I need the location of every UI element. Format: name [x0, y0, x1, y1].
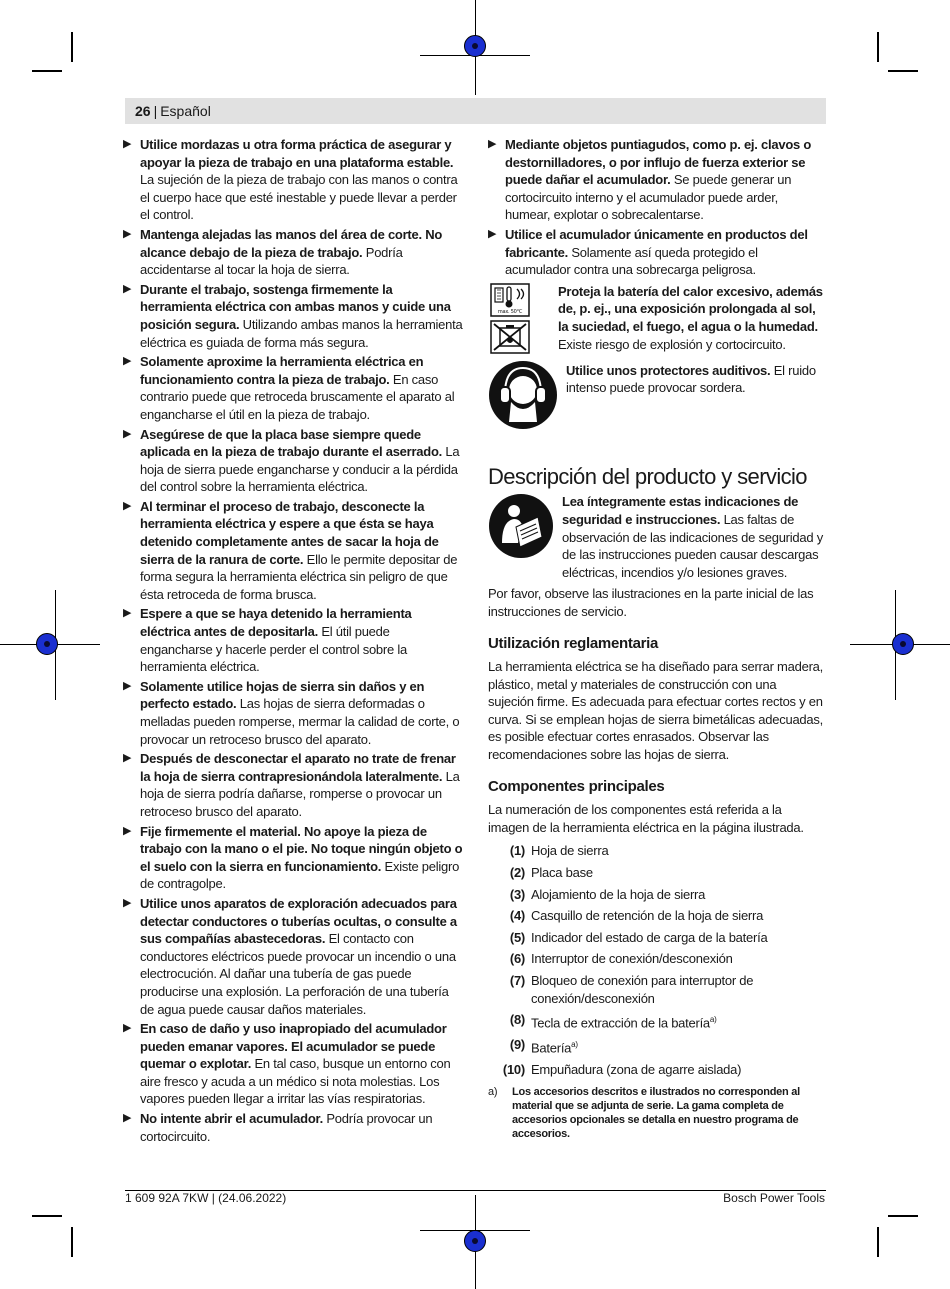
safety-item: ▶ Mediante objetos puntiagudos, como p. ej. clavos o destornilladores, o por influjo de fuerza exterior se puede dañar el acumulador. Se puede generar un cortocircuito interno y el acumulador puede arder, humear, explotar o sobrecalentarse.: [488, 136, 825, 224]
safety-item: ▶ Utilice el acumulador únicamente en productos del fabricante. Solamente así queda protegido el acumulador contra una sobrecarga peligrosa.: [488, 226, 825, 279]
illustrations-note: Por favor, observe las ilustraciones en la parte inicial de las instrucciones de servicio.: [488, 586, 814, 619]
footnote: [488, 1085, 825, 1141]
safety-item: ▶ Durante el trabajo, sostenga firmemente la herramienta eléctrica con ambas manos y cuide una posición segura. Utilizando ambas manos la herramienta eléctrica es guiada de forma más segura.: [123, 281, 463, 351]
heat-warning-bold: Proteja la batería del calor excesivo, además de, p. ej., una exposición prolongada al sol, la suciedad, el fuego, el agua o la humedad.: [558, 283, 823, 334]
list-item: (8) Tecla de extracción de la batería$^{a)}$: [509, 1012, 717, 1031]
hearing-warning-text: El ruido intenso puede provocar sordera.: [566, 362, 816, 396]
list-item: (10) Empuñadura (zona de agarre aislada): [502, 1062, 742, 1078]
registration-mark-bottom: [420, 1195, 530, 1289]
hearing-protection-icon: [488, 360, 558, 430]
section-title: Descripción del producto y servicio: [488, 463, 807, 489]
list-item: (7) Bloqueo de conexión para interruptor de conexión/desconexión: [509, 973, 754, 1006]
svg-text:max. 50°C: max. 50°C: [497, 308, 523, 315]
footnote-marker: a): [488, 1085, 498, 1098]
header-language: Español: [160, 103, 211, 119]
crop-mark: [888, 1215, 918, 1217]
safety-item: ▶ Solamente utilice hojas de sierra sin daños y en perfecto estado. Las hojas de sierra deformadas o melladas pueden romperse, mermar la calidad de corte, o provocar un retroceso brusco del aparato.: [123, 678, 463, 748]
footer-doc-code: 1 609 92A 7KW | (24.06.2022): [125, 1191, 287, 1205]
intended-use-text: La herramienta eléctrica se ha diseñado para serrar madera, plástico, metal y materiales de construcción con una sujeción firme. Es adecuada para efectuar cortes rectos y en curva. Si se emplean hojas de sierra bimetálicas adecuadas, es posible efectuar cortes enrasados. Observar las recomendaciones sobre las hojas de sierra.: [488, 659, 823, 763]
components-title: Componentes principales: [488, 777, 665, 795]
safety-item: ▶ Asegúrese de que la placa base siempre quede aplicada en la pieza de trabajo durante el aserrado. La hoja de sierra puede engancharse y conducir a la pérdida del control sobre la herramienta eléctrica.: [123, 426, 463, 496]
safety-item: ▶ Al terminar el proceso de trabajo, desconecte la herramienta eléctrica y espere a que ésta se haya detenido completamente antes de sacar la hoja de sierra de la ranura de corte. Ello le permite depositar de forma segura la herramienta eléctrica sin peligro de que ésta retroceda de forma brusca.: [123, 498, 463, 604]
registration-mark-top: [420, 0, 530, 95]
left-column: [123, 136, 463, 1147]
crop-mark: [71, 32, 73, 62]
components-intro: La numeración de los componentes está referida a la imagen de la herramienta eléctrica en la página ilustrada.: [488, 802, 804, 835]
page-header: [125, 98, 826, 124]
heat-warning: [488, 283, 825, 354]
right-column: [488, 136, 825, 1141]
read-instructions: [488, 493, 825, 581]
safety-item: ▶ Mantenga alejadas las manos del área de corte. No alcance debajo de la pieza de trabajo. Podría accidentarse al tocar la hoja de sierra.: [123, 226, 463, 279]
hearing-warning: [488, 360, 825, 430]
page-number: 26: [135, 103, 151, 119]
safety-item: ▶ No intente abrir el acumulador. Podría provocar un cortocircuito.: [123, 1110, 463, 1145]
crop-mark: [877, 1227, 879, 1257]
crop-mark: [877, 32, 879, 62]
list-item: (9) Batería$^{a)}$: [509, 1037, 578, 1056]
crop-mark: [71, 1227, 73, 1257]
read-instructions-bold: Lea íntegramente estas indicaciones de seguridad e instrucciones.: [562, 494, 799, 527]
safety-item: ▶ Fije firmemente el material. No apoye la pieza de trabajo con la mano o el pie. No toque ningún objeto o el suelo con la sierra en funcionamiento. Existe peligro de contragolpe.: [123, 823, 463, 893]
safety-item: ▶ Utilice mordazas u otra forma práctica de asegurar y apoyar la pieza de trabajo en una plataforma estable. La sujeción de la pieza de trabajo con las manos o contra el cuerpo hace que esté inestable y puede llevar a perder el control.: [123, 136, 463, 224]
no-water-fire-icon: [490, 320, 530, 354]
list-item: (4) Casquillo de retención de la hoja de sierra: [509, 908, 764, 924]
footnote-text: Los accesorios descritos e ilustrados no corresponden al material que se adjunta de serie. La gama completa de accesorios opcionales se detalla en nuestro programa de accesorios.: [512, 1085, 800, 1140]
heat-warning-text: Existe riesgo de explosión y cortocircuito.: [558, 336, 786, 352]
safety-item: ▶ En caso de daño y uso inapropiado del acumulador pueden emanar vapores. El acumulador se puede quemar o explotar. En tal caso, busque un entorno con aire fresco y acuda a un médico si nota molestias. Los vapores pueden llegar a irritar las vías respiratorias.: [123, 1020, 463, 1108]
safety-item: ▶ Utilice unos aparatos de exploración adecuados para detectar conductores o tuberías ocultas, o consulte a sus compañías abastecedoras. El contacto con conductores eléctricos puede provocar un incendio o una electrocución. Al dañar una tubería de gas puede producirse una explosión. La perforación de una tubería de agua puede causar daños materiales.: [123, 895, 463, 1018]
safety-item: ▶ Espere a que se haya detenido la herramienta eléctrica antes de depositarla. El útil puede engancharse y hacerle perder el control sobre la herramienta eléctrica.: [123, 605, 463, 675]
intended-use-title: Utilización reglamentaria: [488, 634, 659, 652]
list-item: (2) Placa base: [509, 865, 593, 881]
crop-mark: [888, 70, 918, 72]
list-item: (1) Hoja de sierra: [509, 843, 609, 859]
registration-mark-left: [0, 590, 100, 700]
header-separator: |: [153, 103, 158, 119]
hearing-warning-bold: Utilice unos protectores auditivos.: [566, 362, 771, 378]
read-manual-icon: [488, 493, 554, 559]
components-list: [488, 842, 825, 1078]
thermometer-sun-icon: [490, 283, 530, 317]
footer-brand: Bosch Power Tools: [723, 1191, 825, 1205]
crop-mark: [32, 70, 62, 72]
safety-item: ▶ Después de desconectar el aparato no trate de frenar la hoja de sierra contrapresionándola lateralmente. La hoja de sierra podría dañarse, romperse o provocar un retroceso brusco del aparato.: [123, 750, 463, 820]
crop-mark: [32, 1215, 62, 1217]
registration-mark-right: [850, 590, 950, 700]
list-item: (3) Alojamiento de la hoja de sierra: [509, 886, 706, 902]
safety-item: ▶ Solamente aproxime la herramienta eléctrica en funcionamiento contra la pieza de trabajo. En caso contrario puede que retroceda bruscamente el aparato al engancharse el útil en la pieza de trabajo.: [123, 353, 463, 423]
read-instructions-text: Las faltas de observación de las indicaciones de seguridad y de las instrucciones pueden causar descargas eléctricas, incendios y/o lesiones graves.: [562, 511, 823, 580]
list-item: (5) Indicador del estado de carga de la batería: [509, 929, 768, 945]
list-item: (6) Interruptor de conexión/desconexión: [509, 951, 733, 967]
